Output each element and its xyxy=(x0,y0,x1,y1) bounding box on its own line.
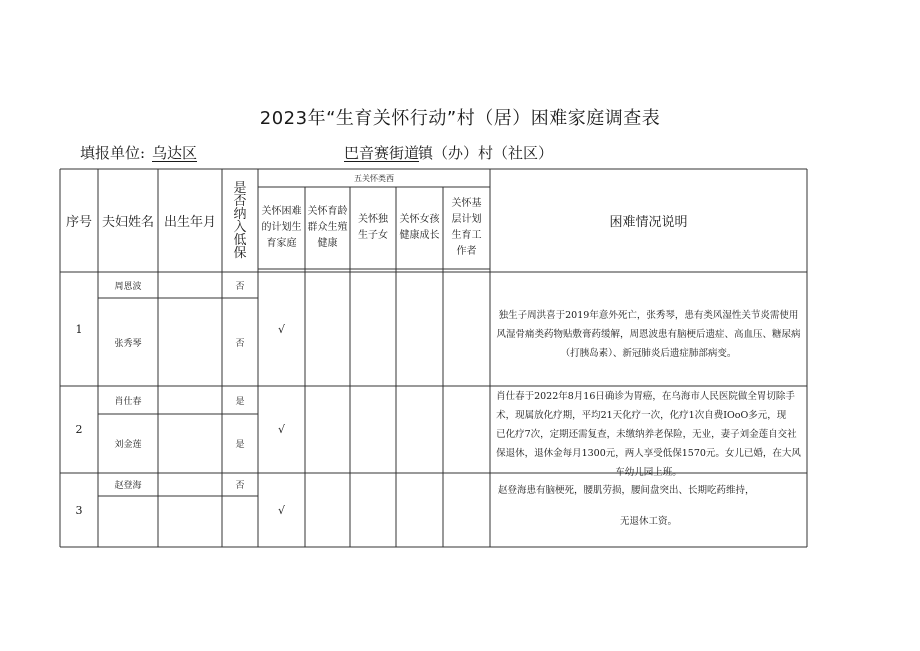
row-1-lowinc-2: 否 xyxy=(235,338,245,349)
header-names: 夫妇姓名 xyxy=(101,215,154,230)
row-1-lowinc-1: 否 xyxy=(235,281,245,292)
row-3-name-1: 赵登海 xyxy=(114,481,142,491)
desc-line: 独生子周洪喜于2019年意外死亡，张秀琴，患有类风湿性关节炎需使用 xyxy=(498,310,799,321)
row-1-name-2: 张秀琴 xyxy=(114,338,142,349)
header-care-family: 关怀困难的计划生育家庭 xyxy=(261,206,302,249)
row-1-name-1: 周恩波 xyxy=(114,281,142,292)
header-care-group: 五关怀类西 xyxy=(354,173,394,183)
fill-unit-village: 镇（办）村（社区） xyxy=(418,144,554,162)
row-1-check: √ xyxy=(277,322,285,336)
desc-line: 车幼儿园上班。 xyxy=(615,467,682,478)
row-3-name-2 xyxy=(98,496,158,547)
header-care-girls: 关怀女孩健康成长 xyxy=(399,214,440,241)
row-2-lowinc-1: 是 xyxy=(235,396,245,407)
row-2-description xyxy=(490,387,807,478)
row-3-seq: 3 xyxy=(75,503,83,517)
desc-line: 风湿骨痛类药物贴敷膏药缓解，周恩波患有脑梗后遗症、高血压、糖尿病 xyxy=(496,329,801,340)
header-birth: 出生年月 xyxy=(163,215,216,230)
page-title: 2023年“生育关怀行动”村（居）困难家庭调查表 xyxy=(259,108,661,129)
row-2-name-2: 刘金莲 xyxy=(114,440,142,450)
row-2-check: √ xyxy=(277,423,285,436)
header-care-reproductive: 关怀育龄群众生殖健康 xyxy=(307,206,348,249)
header-low-income: 是否纳入低保 xyxy=(233,180,247,261)
row-3-check: √ xyxy=(277,503,285,517)
header-care-workers: 关怀基层计划生育工作者 xyxy=(451,198,482,257)
row-3-description xyxy=(490,481,807,547)
row-1-description xyxy=(490,306,807,386)
fill-unit-label: 填报单位: xyxy=(80,144,146,162)
row-2-lowinc-2: 是 xyxy=(235,440,245,450)
desc-line: 无退休工资。 xyxy=(619,516,677,527)
row-3-lowinc-2 xyxy=(222,496,258,547)
row-1-seq: 1 xyxy=(75,322,83,336)
header-seq: 序号 xyxy=(65,215,92,230)
desc-line: 赵登海患有脑梗死，腰肌劳损，腰间盘突出、长期吃药维持， xyxy=(498,485,755,496)
desc-line: 已化疗7次，定期还需复查，未缴纳养老保险，无业，妻子刘金莲自交社 xyxy=(496,429,797,440)
desc-line: 术，现属放化疗期，平均21天化疗一次，化疗1次自费IOoO多元，现 xyxy=(496,410,787,421)
row-2-seq: 2 xyxy=(75,423,83,436)
desc-line: （打胰岛素）、新冠肺炎后遗症肺部病变。 xyxy=(560,348,737,359)
header-description: 困难情况说明 xyxy=(609,215,688,230)
desc-line: 保退休，退休金每月1300元，两人享受低保1570元。女儿已婚，在大风 xyxy=(496,448,801,459)
desc-line: 肖仕春于2022年8月16日确诊为胃癌，在乌海市人民医院做全胃切除手 xyxy=(496,391,795,402)
fill-unit-street: 巴音赛街道 xyxy=(344,144,420,162)
header-care-only-child: 关怀独生子女 xyxy=(358,214,388,241)
fill-unit-district: 乌达区 xyxy=(152,144,198,162)
row-2-name-1: 肖仕春 xyxy=(114,396,142,407)
row-3-lowinc-1: 否 xyxy=(235,481,245,491)
